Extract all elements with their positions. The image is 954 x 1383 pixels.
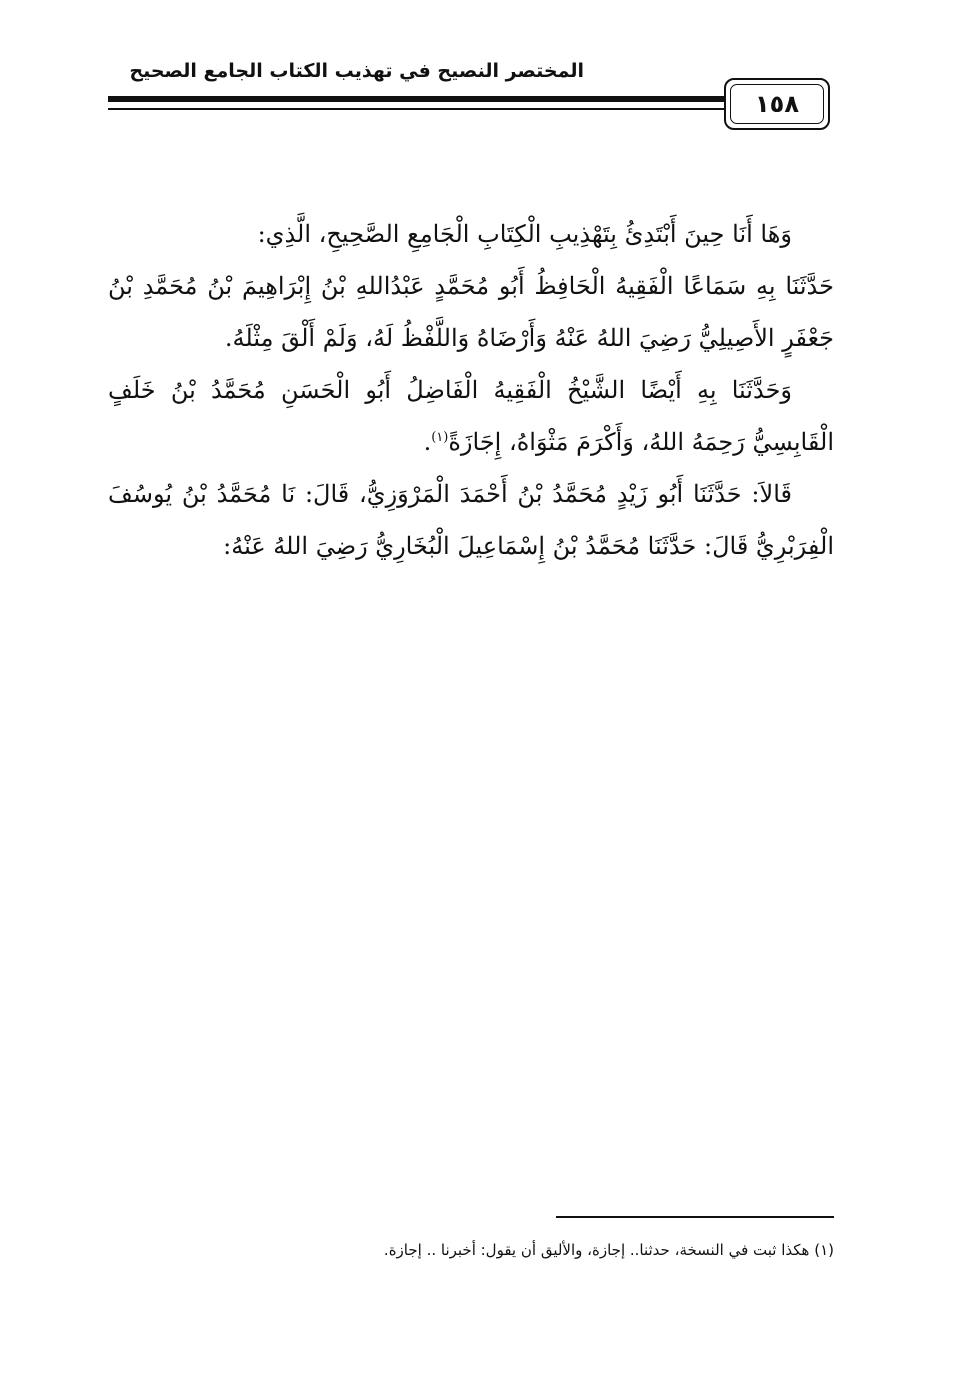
paragraph-4: قَالاَ: حَدَّثَنَا أَبُو زَيْدٍ مُحَمَّدُ بْنُ أَحْمَدَ الْمَرْوَزِيُّ، قَالَ: نَا مُحَمَّدُ بْنُ يُوسُفَ الْفِرَبْرِيُّ قَالَ: حَدَّثَنَا مُحَمَّدُ بْنُ إِسْمَاعِيلَ الْبُخَارِيُّ رَضِيَ اللهُ عَنْهُ: <box>108 480 834 560</box>
main-text <box>108 208 834 572</box>
paragraph-3 <box>108 364 834 468</box>
header-rule-thin <box>108 108 724 110</box>
footnote-reference[interactable]: (١) <box>431 430 449 445</box>
header-rule-thick <box>108 96 724 102</box>
paragraph-3-end: . <box>423 428 432 456</box>
page-number-frame <box>724 78 830 130</box>
footnote-rule <box>556 1216 834 1218</box>
paragraph-3-text: وَحَدَّثَنَا بِهِ أَيْضًا الشَّيْخُ الْفَقِيهُ الْفَاضِلُ أَبُو الْحَسَنِ مُحَمَّدُ بْنُ خَلَفٍ الْقَابِسِيُّ رَحِمَهُ اللهُ، وَأَكْرَمَ مَثْوَاهُ، إِجَازَةً <box>108 376 834 456</box>
footnote: (١) هكذا ثبت في النسخة، حدثنا.. إجازة، والأليق أن يقول: أخبرنا .. إجازة. <box>383 1241 834 1259</box>
page-number: ١٥٨ <box>755 90 799 118</box>
paragraph-1: وَهَا أَنَا حِينَ أَبْتَدِئُ بِتَهْذِيبِ الْكِتَابِ الْجَامِعِ الصَّحِيحِ، الَّذِي: <box>257 220 792 248</box>
paragraph-2: حَدَّثَنَا بِهِ سَمَاعًا الْفَقِيهُ الْحَافِظُ أَبُو مُحَمَّدٍ عَبْدُاللهِ بْنُ إِبْرَاهِيمَ بْنُ مُحَمَّدِ بْنُ جَعْفَرٍ الأَصِيلِيُّ رَضِيَ اللهُ عَنْهُ وَأَرْضَاهُ وَاللَّفْظُ لَهُ، وَلَمْ أَلْقَ مِثْلَهُ. <box>108 272 834 352</box>
running-title: المختصر النصيح في تهذيب الكتاب الجامع الصحيح <box>129 60 584 82</box>
